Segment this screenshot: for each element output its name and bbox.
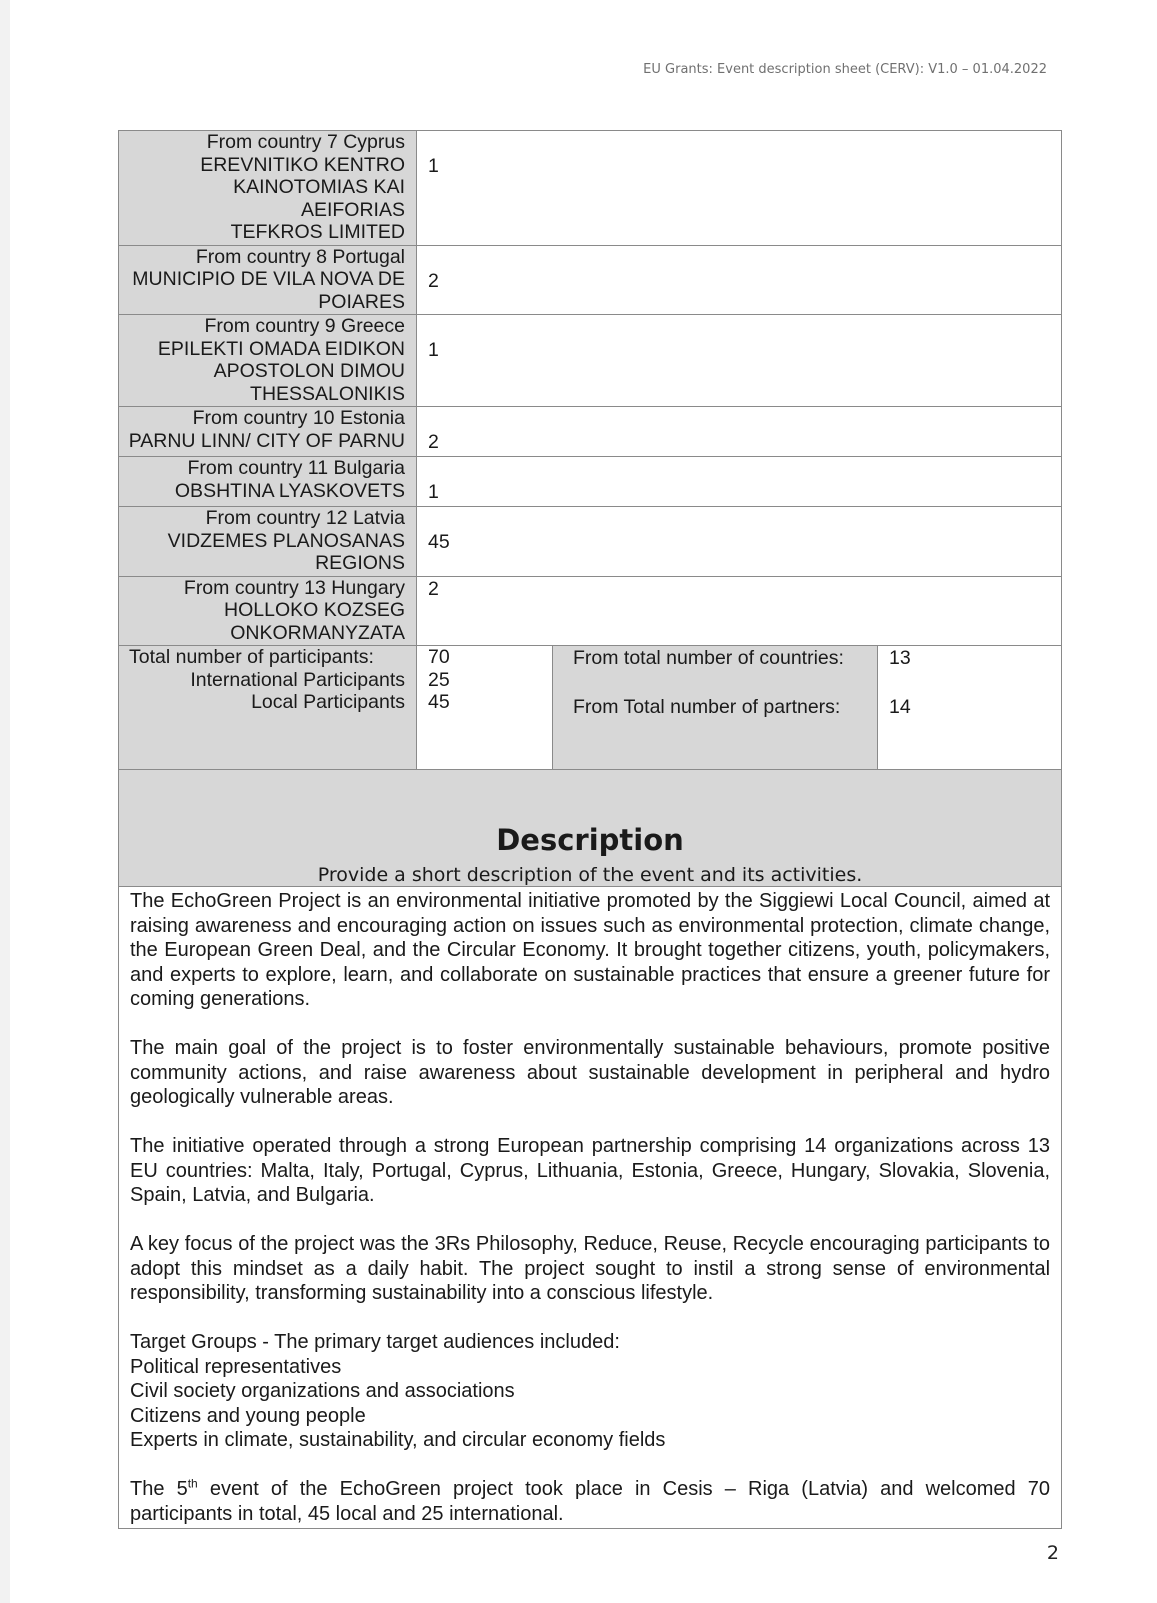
participant-count: 45 [428,531,450,553]
description-title: Description [496,823,684,857]
totals-row [119,646,1062,770]
target-group-item: Political representatives [130,1355,342,1378]
participant-label [119,407,417,457]
total-partners-value: 14 [889,695,911,718]
participant-label [119,457,417,507]
org-line: VIDZEMES PLANOSANAS [167,529,405,552]
totals-labels [119,646,417,770]
international-participants-value: 25 [428,668,450,691]
org-line: TEFKROS LIMITED [230,221,405,243]
org-line: POIARES [318,290,405,313]
org-line: APOSTOLON DIMOU [213,360,405,382]
participant-count: 1 [428,339,439,361]
org-line: MUNICIPIO DE VILA NOVA DE [132,268,405,290]
event-table [118,130,1062,1529]
total-partners-label: From Total number of partners: [573,695,841,718]
org-line: HOLLOKO KOZSEG [224,599,405,621]
participant-count-cell [417,507,1062,577]
event-summary-rest: event of the EchoGreen project took place in Cesis – Riga (Latvia) and welcomed 70 participants in total, 45 local and 25 international. [130,1478,1051,1525]
participant-count-cell [417,407,1062,457]
participant-count: 2 [428,577,439,600]
target-group-item: Experts in climate, sustainability, and circular economy fields [130,1429,666,1451]
participant-row [119,457,1062,507]
document-page [10,0,1157,1603]
participant-row [119,576,1062,646]
country-line: From country 11 Bulgaria [187,457,405,479]
country-line: From country 10 Estonia [192,407,405,429]
target-group-item: Civil society organizations and associations [130,1380,515,1402]
page-number: 2 [1046,1542,1059,1564]
org-line: KAINOTOMIAS KAI AEIFORIAS [233,176,405,221]
participant-count: 2 [428,431,439,453]
event-summary-start: The 5 [130,1478,188,1500]
participant-row [119,507,1062,577]
participant-label [119,131,417,246]
participant-count-cell [417,315,1062,407]
international-participants-label: International Participants [190,668,405,691]
participant-label [119,507,417,577]
participant-label [119,576,417,646]
country-line: From country 7 Cyprus [206,131,405,153]
country-line: From country 13 Hungary [183,576,405,599]
org-line: THESSALONIKIS [250,382,405,405]
description-paragraph: The main goal of the project is to foster environmentally sustainable behaviours, promote positive community actions, and raise awareness about sustainable development in peripheral and hydro geologically vulnerable areas. [130,1037,1051,1108]
participant-row [119,245,1062,315]
participant-count-cell [417,576,1062,646]
org-line: EPILEKTI OMADA EIDIKON [157,337,405,360]
description-paragraph: A key focus of the project was the 3Rs Philosophy, Reduce, Reuse, Recycle encouraging participants to adopt this mindset as a daily habit. The project sought to instil a strong sense of environmental responsibility, transforming sustainability into a conscious lifestyle. [130,1233,1051,1304]
local-participants-label: Local Participants [251,691,405,713]
total-participants-label: Total number of participants: [129,646,374,668]
org-line: PARNU LINN/ CITY OF PARNU [128,429,405,452]
description-subtitle: Provide a short description of the event and its activities. [317,863,863,886]
target-group-item: Citizens and young people [130,1404,366,1427]
description-paragraph: The EchoGreen Project is an environmental initiative promoted by the Siggiewi Local Council, aimed at raising awareness and encouraging action on issues such as environmental protection, climate change, the European Green Deal, and the Circular Economy. It brought together citizens, youth, policymakers, and experts to explore, learn, and collaborate on sustainable practices that ensure a greener future for coming generations. [130,890,1051,1010]
totals-country-partner-values [878,646,1062,770]
local-participants-value: 45 [428,691,450,713]
country-line: From country 12 Latvia [205,507,405,529]
total-participants-value: 70 [428,646,450,668]
participant-count-cell [417,457,1062,507]
participant-count-cell [417,245,1062,315]
country-line: From country 9 Greece [204,315,405,337]
participant-count: 1 [428,155,439,177]
country-line: From country 8 Portugal [195,245,405,268]
participant-label [119,315,417,407]
participant-count-cell [417,131,1062,246]
description-body [119,887,1062,1529]
participant-row [119,407,1062,457]
participant-row [119,315,1062,407]
description-header-row [119,770,1062,887]
org-line: OBSHTINA LYASKOVETS [174,479,405,502]
participant-count: 1 [428,481,439,503]
target-groups [130,1330,1050,1453]
ordinal-suffix: th [187,1476,198,1491]
totals-country-partner-labels [553,646,878,770]
participant-row [119,131,1062,246]
totals-values [417,646,553,770]
description-body-row [119,887,1062,1529]
participant-count: 2 [428,269,439,292]
total-countries-value: 13 [889,647,911,669]
org-line: REGIONS [315,552,405,574]
description-header [119,770,1062,887]
total-countries-label: From total number of countries: [573,647,844,669]
target-groups-intro: Target Groups - The primary target audiences included: [130,1331,620,1353]
page-header: EU Grants: Event description sheet (CERV): V1.0 – 01.04.2022 [643,62,1047,77]
event-summary-paragraph [130,1477,1050,1526]
participant-label [119,245,417,315]
org-line: ONKORMANYZATA [230,621,405,644]
description-paragraph: The initiative operated through a strong European partnership comprising 14 organizations across 13 EU countries: Malta, Italy, Portugal, Cyprus, Lithuania, Estonia, Greece, Hungary, Slovakia, Slovenia, Spain, Latvia, and Bulgaria. [130,1135,1051,1206]
org-line: EREVNITIKO KENTRO [200,153,405,176]
